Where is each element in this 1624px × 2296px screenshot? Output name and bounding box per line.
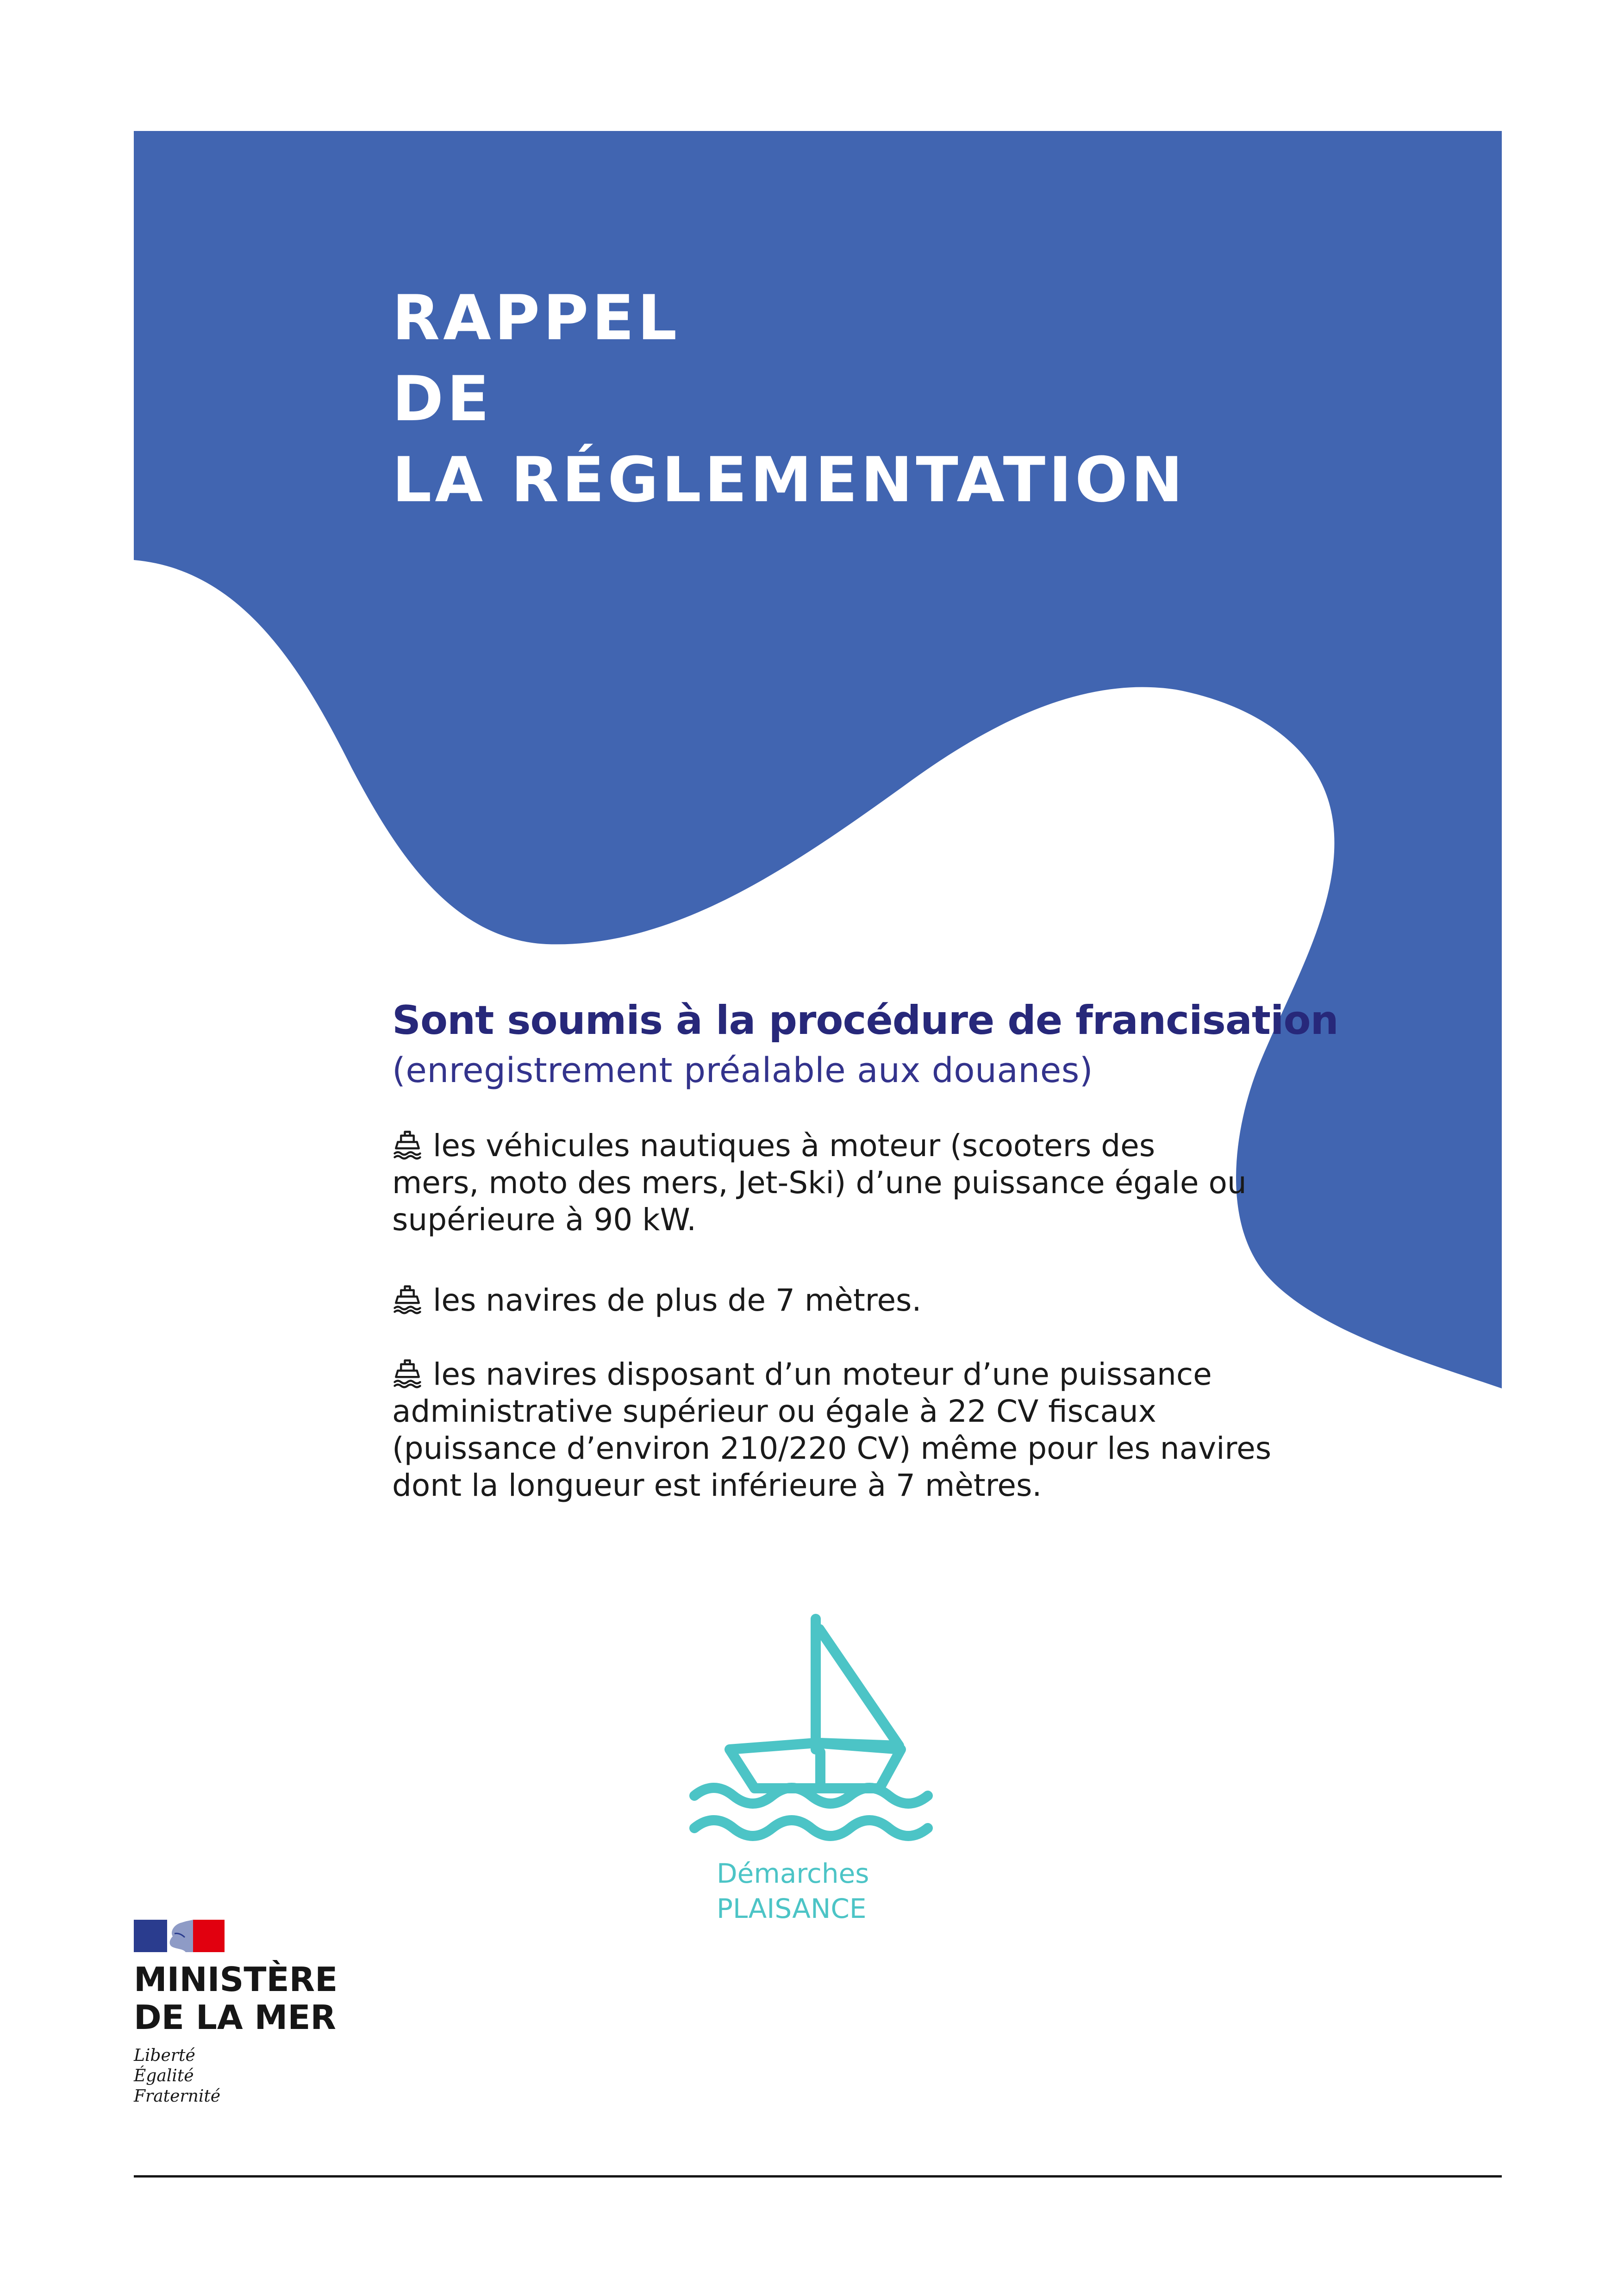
list-item-line: les navires disposant d’un moteur d’une puissance — [392, 1356, 1272, 1393]
list-item — [392, 1127, 1272, 1238]
motto-fraternite: Fraternité — [134, 2087, 221, 2106]
ship-icon — [392, 1284, 423, 1314]
list-item-line: les navires de plus de 7 mètres. — [392, 1282, 1272, 1319]
plaisance-logo-text — [717, 1856, 869, 1926]
logo-line-2: PLAISANCE — [717, 1893, 867, 1924]
ship-icon — [392, 1358, 423, 1388]
list-item-line: les véhicules nautiques à moteur (scooters des — [392, 1127, 1272, 1164]
list-item-line: dont la longueur est inférieure à 7 mètres. — [392, 1468, 1042, 1503]
ministry-line-1: MINISTÈRE — [134, 1960, 338, 1999]
motto-liberte: Liberté — [134, 2046, 195, 2065]
section-heading: Sont soumis à la procédure de francisation — [392, 997, 1338, 1044]
list-item — [392, 1356, 1272, 1504]
title-line-1: RAPPEL — [392, 282, 681, 354]
poster-title — [392, 278, 1186, 521]
list-item-line: supérieure à 90 kW. — [392, 1202, 697, 1238]
title-line-3: LA RÉGLEMENTATION — [392, 444, 1187, 516]
list-item-line: mers, moto des mers, Jet-Ski) d’une puissance égale ou — [392, 1165, 1247, 1201]
footer-divider — [134, 2175, 1502, 2178]
list-item-line: (puissance d’environ 210/220 CV) même pour les navires — [392, 1431, 1272, 1466]
ministry-name — [134, 1960, 337, 2036]
motto-egalite: Égalité — [134, 2066, 194, 2085]
section-subheading: (enregistrement préalable aux douanes) — [392, 1051, 1093, 1090]
sailboat-icon — [685, 1611, 944, 1870]
republic-motto — [134, 2046, 220, 2107]
ship-icon — [392, 1129, 423, 1160]
title-line-2: DE — [392, 363, 493, 435]
list-item-line: administrative supérieur ou égale à 22 CV fiscaux — [392, 1394, 1156, 1429]
marianne-flag-icon — [134, 1920, 225, 1952]
logo-line-1: Démarches — [717, 1858, 869, 1889]
ministry-line-2: DE LA MER — [134, 1998, 336, 2037]
list-item — [392, 1282, 1272, 1319]
